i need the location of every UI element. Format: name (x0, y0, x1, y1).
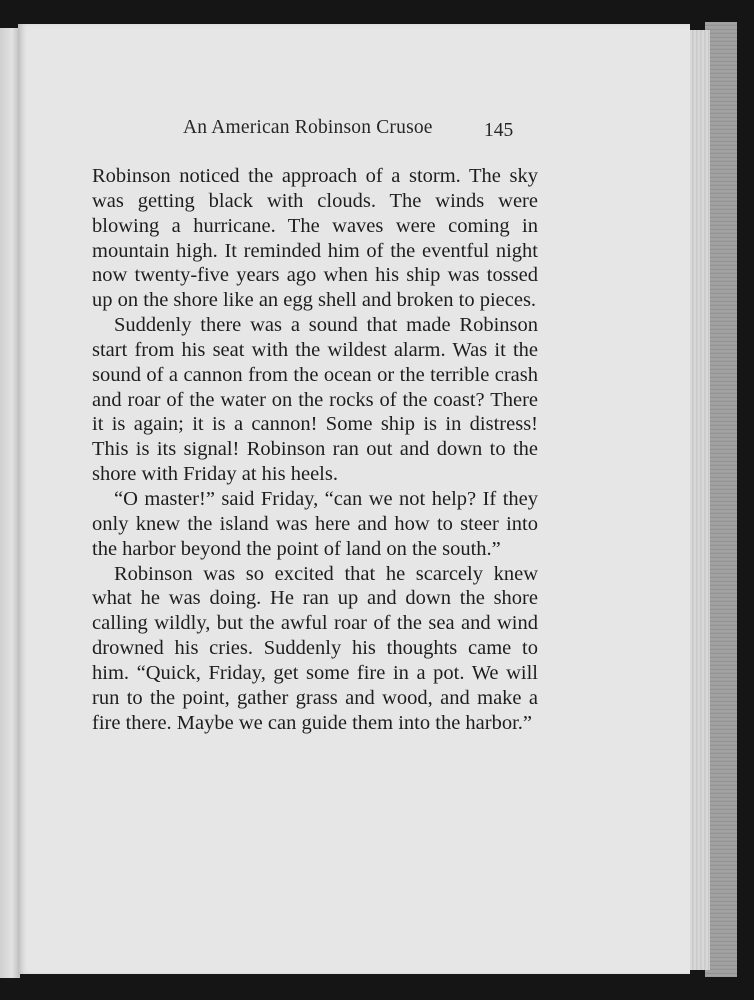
paragraph-cannon: Suddenly there was a sound that made Robinson start from his seat with the wildest alarm. Was it the sound of a cannon from the ocean or the terrible crash and roar of the water on the rocks of the coast? There it is again; it is a cannon! Some ship is in distress! This is its signal! Robinson ran out and down to the shore with Friday at his heels. (92, 314, 538, 486)
body-text (92, 164, 538, 735)
paragraph-fire: Robinson was so excited that he scarcely knew what he was doing. He ran up and down the shore calling wildly, but the awful roar of the sea and wind drowned his cries. Suddenly his thoughts came to him. “Quick, Friday, get some fire in a pot. We will run to the point, gather grass and wood, and make a fire there. Maybe we can guide them into the harbor.” (92, 562, 538, 734)
paragraph-friday: “O master!” said Friday, “can we not help? If they only knew the island was here and how to steer into the harbor beyond the point of land on the south.” (92, 487, 538, 560)
left-page-edge (0, 28, 20, 978)
running-title: An American Robinson Crusoe (183, 117, 433, 138)
page-header (0, 117, 754, 147)
paragraph-storm: Robinson noticed the approach of a storm. The sky was getting black with clouds. The winds were blowing a hurricane. The waves were coming in mountain high. It reminded him of the eventful night now twenty-five years ago when his ship was tossed up on the shore like an egg shell and broken to pieces. (92, 165, 538, 312)
page-number: 145 (484, 120, 514, 141)
